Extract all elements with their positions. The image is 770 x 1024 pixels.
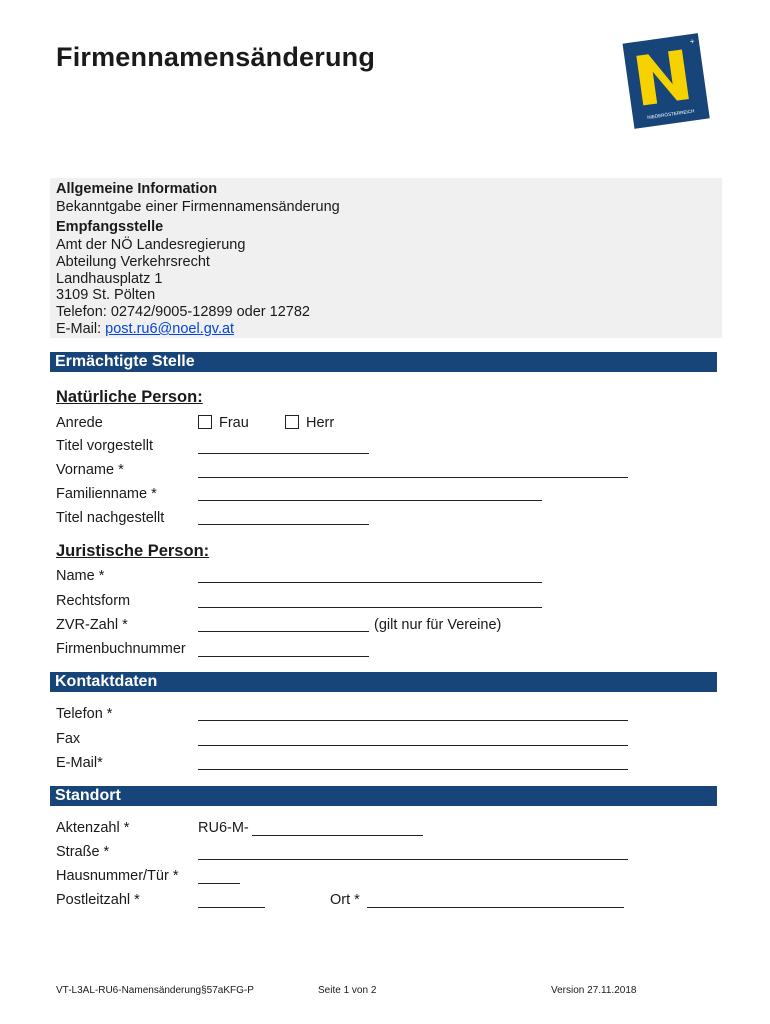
vorname-field[interactable] (198, 477, 628, 478)
info-heading-general: Allgemeine Information (56, 181, 218, 197)
section-header-contact: Kontaktdaten (50, 672, 717, 692)
info-email-row (56, 321, 234, 337)
ort-label: Ort * (330, 892, 360, 908)
familienname-field[interactable] (198, 500, 542, 501)
telefon-label: Telefon * (56, 706, 113, 722)
plz-label: Postleitzahl * (56, 892, 140, 908)
natural-person-heading: Natürliche Person: (56, 388, 203, 406)
plz-field[interactable] (198, 907, 265, 908)
section-header-authorized: Ermächtigte Stelle (50, 352, 717, 372)
email-field[interactable] (198, 769, 628, 770)
info-description: Bekanntgabe einer Firmennamensänderung (56, 199, 340, 215)
telefon-field[interactable] (198, 720, 628, 721)
rechtsform-label: Rechtsform (56, 593, 131, 609)
noe-logo-icon (622, 30, 710, 130)
logo-caption: NIEDERÖSTERREICH (646, 108, 695, 120)
info-city: 3109 St. Pölten (56, 287, 156, 303)
section-header-location: Standort (50, 786, 717, 806)
aktenzahl-prefix: RU6-M- (198, 820, 249, 836)
herr-checkbox[interactable] (285, 415, 299, 429)
vorname-label: Vorname * (56, 462, 124, 478)
rechtsform-field[interactable] (198, 607, 542, 608)
name-label: Name * (56, 568, 105, 584)
titel-vorgestellt-field[interactable] (198, 453, 369, 454)
zvr-field[interactable] (198, 631, 369, 632)
titel-nachgestellt-label: Titel nachgestellt (56, 510, 165, 526)
info-heading-recipient: Empfangsstelle (56, 219, 164, 235)
frau-label: Frau (219, 415, 249, 431)
aktenzahl-label: Aktenzahl * (56, 820, 130, 836)
name-field[interactable] (198, 582, 542, 583)
footer-version: Version 27.11.2018 (551, 985, 637, 996)
zvr-note: (gilt nur für Vereine) (374, 617, 502, 633)
ort-field[interactable] (367, 907, 624, 908)
info-authority: Amt der NÖ Landesregierung (56, 237, 246, 253)
hausnummer-field[interactable] (198, 883, 240, 884)
aktenzahl-field[interactable] (252, 835, 423, 836)
fax-field[interactable] (198, 745, 628, 746)
firmenbuch-field[interactable] (198, 656, 369, 657)
hausnummer-label: Hausnummer/Tür * (56, 868, 179, 884)
footer-page-number: Seite 1 von 2 (318, 985, 377, 996)
svg-text:+: + (689, 36, 696, 47)
info-street: Landhausplatz 1 (56, 271, 163, 287)
titel-vorgestellt-label: Titel vorgestellt (56, 438, 153, 454)
strasse-label: Straße * (56, 844, 110, 860)
frau-checkbox[interactable] (198, 415, 212, 429)
firmenbuch-label: Firmenbuchnummer (56, 641, 186, 657)
page-title: Firmennamensänderung (56, 42, 376, 72)
info-email-label: E-Mail: (56, 321, 106, 337)
info-email-link[interactable]: post.ru6@noel.gv.at (105, 321, 235, 337)
strasse-field[interactable] (198, 859, 628, 860)
email-label: E-Mail* (56, 755, 103, 771)
info-phone: Telefon: 02742/9005-12899 oder 12782 (56, 304, 310, 320)
footer-document-id: VT-L3AL-RU6-Namensänderung§57aKFG-P (56, 985, 254, 996)
titel-nachgestellt-field[interactable] (198, 524, 369, 525)
fax-label: Fax (56, 731, 81, 747)
zvr-label: ZVR-Zahl * (56, 617, 128, 633)
legal-person-heading: Juristische Person: (56, 542, 210, 560)
info-department: Abteilung Verkehrsrecht (56, 254, 210, 270)
familienname-label: Familienname * (56, 486, 157, 502)
herr-label: Herr (306, 415, 335, 431)
anrede-label: Anrede (56, 415, 103, 431)
